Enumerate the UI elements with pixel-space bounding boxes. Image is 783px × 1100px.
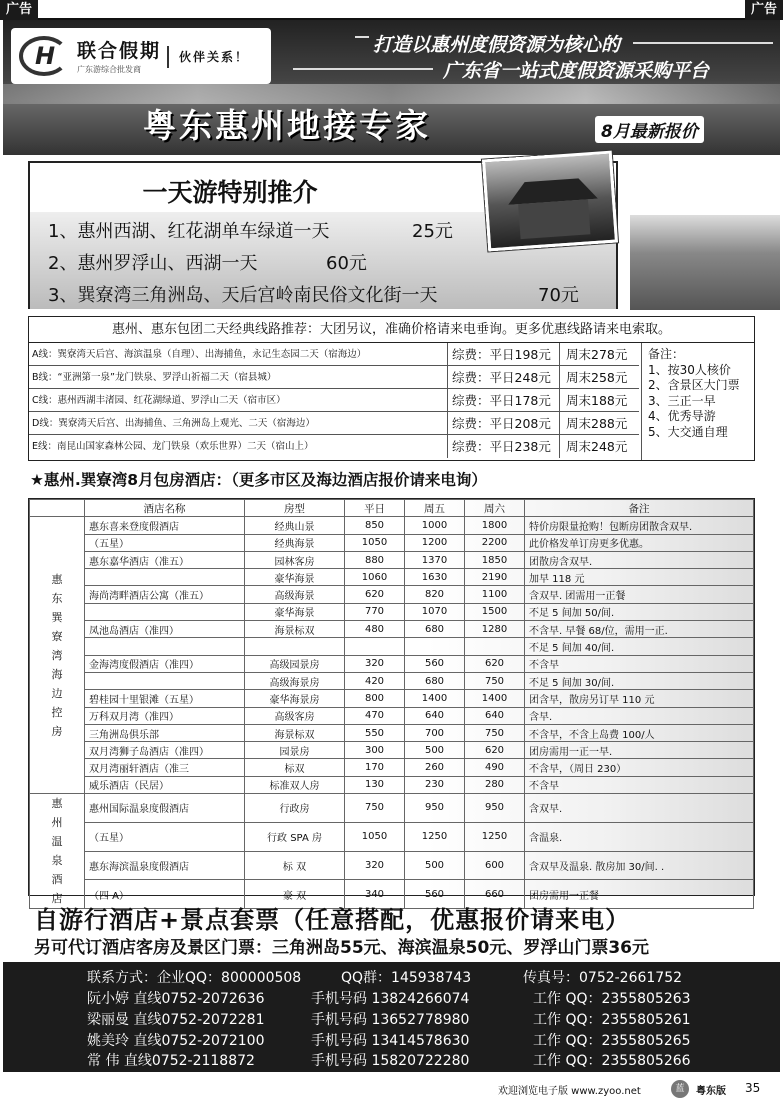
day-tour-label: 1、惠州西湖、红花湖单车绿道一天: [48, 221, 330, 242]
room-type: 豪华海景房: [245, 690, 345, 707]
day-tour-price: 60元: [326, 253, 367, 274]
hotel-note: 不含早. 早餐 68/位，需用一正.: [525, 621, 754, 638]
contact-general: [3, 968, 780, 988]
saturday-price: 1850: [465, 551, 525, 568]
saturday-price: 1280: [465, 621, 525, 638]
weekday-price: 800: [345, 690, 405, 707]
hotel-name: 金海湾度假酒店（准四）: [85, 655, 245, 672]
day-tour-item: [48, 249, 367, 275]
hotel-note: 含双早及温泉. 散房加 30/间. .: [525, 851, 754, 880]
ad-label-left: 广告: [0, 0, 38, 20]
month-price-tag: 8月最新报价: [595, 116, 704, 143]
friday-price: 230: [405, 776, 465, 793]
route-weekday-price: 综费：平日178元: [447, 389, 559, 412]
saturday-price: 280: [465, 776, 525, 793]
room-type: 经典山景: [245, 517, 345, 534]
hotel-note: 团房需用一正一早.: [525, 742, 754, 759]
header-weekday: 平日: [345, 500, 405, 517]
contact-person: [3, 1051, 780, 1071]
hotel-row: [30, 638, 754, 655]
saturday-price: 640: [465, 707, 525, 724]
weekday-price: [345, 638, 405, 655]
hotel-row: [30, 794, 754, 823]
page-footer: [0, 1078, 783, 1100]
route-weekday-price: 综费：平日238元: [447, 435, 559, 458]
weekday-price: 470: [345, 707, 405, 724]
friday-price: 640: [405, 707, 465, 724]
saturday-price: 1100: [465, 586, 525, 603]
hotel-note: 不足 5 间加 30/间.: [525, 672, 754, 689]
route-weekend-price: 周末188元: [559, 389, 639, 412]
route-row: [29, 412, 639, 435]
hotel-row: [30, 621, 754, 638]
room-type: 高级海景房: [245, 672, 345, 689]
company-qq: 联系方式：企业QQ：800000508: [87, 970, 302, 986]
hotel-table-wrapper: [28, 498, 755, 906]
weekday-price: 770: [345, 603, 405, 620]
hotel-name: 碧桂园十里银滩（五星）: [85, 690, 245, 707]
note-item: 3、三正一早: [648, 393, 716, 408]
ticket-promo: 另可代订酒店客房及景区门票：三角洲岛55元、海滨温泉50元、罗浮山门票36元: [34, 938, 649, 958]
hotel-note: 团散房含双早.: [525, 551, 754, 568]
brand-logo-icon: H: [19, 36, 69, 76]
route-table: [28, 316, 755, 461]
footer-site: 欢迎浏览电子版 www.zyoo.net: [498, 1086, 641, 1097]
route-desc: C线：惠州西湖丰渚园、红花湖绿道、罗浮山二天（宿市区）: [32, 395, 286, 406]
hotel-name: 惠州国际温泉度假酒店: [85, 794, 245, 823]
hotel-note: 团含早，散房另订早 110 元: [525, 690, 754, 707]
room-type: 豪华海景: [245, 603, 345, 620]
edition-name: 粤东版: [696, 1086, 726, 1097]
saturday-price: 620: [465, 655, 525, 672]
friday-price: [405, 638, 465, 655]
ad-strip: [0, 0, 783, 20]
weekday-price: 620: [345, 586, 405, 603]
hotel-note: 不含早，不含上岛费 100/人: [525, 724, 754, 741]
weekday-price: 170: [345, 759, 405, 776]
saturday-price: 750: [465, 672, 525, 689]
hotel-note: 不含早: [525, 655, 754, 672]
contact-person: [3, 1031, 780, 1051]
hotel-note: 此价格发单订房更多优惠。: [525, 534, 754, 551]
friday-price: 1370: [405, 551, 465, 568]
slogan-line-1: 打造以惠州度假资源为核心的: [373, 34, 621, 56]
saturday-price: 490: [465, 759, 525, 776]
saturday-price: 950: [465, 794, 525, 823]
hotel-name: 双月湾狮子岛酒店（准四）: [85, 742, 245, 759]
saturday-price: 1800: [465, 517, 525, 534]
friday-price: 260: [405, 759, 465, 776]
saturday-price: 620: [465, 742, 525, 759]
friday-price: 1200: [405, 534, 465, 551]
friday-price: 680: [405, 672, 465, 689]
room-type: 标准双人房: [245, 776, 345, 793]
route-desc: A线：巽寮湾天后宫、海滨温泉（自理）、出海捕鱼，永记生态园二天（宿海边）: [32, 349, 367, 360]
hotel-table: [29, 499, 754, 909]
hotel-name: 惠东嘉华酒店（准五）: [85, 551, 245, 568]
contact-mobile: 手机号码 13414578630: [311, 1033, 470, 1049]
note-item: 5、大交通自理: [648, 424, 728, 439]
day-tour-label: 3、巽寮湾三角洲岛、天后宫岭南民俗文化街一天: [48, 285, 438, 306]
day-tour-item: [48, 217, 453, 243]
brand-logo-box: [11, 28, 271, 84]
weekday-price: 550: [345, 724, 405, 741]
contact-name-phone: 梁丽曼 直线0752-2072281: [87, 1012, 265, 1028]
contact-mobile: 手机号码 13824266074: [311, 991, 470, 1007]
hotel-row: [30, 517, 754, 534]
contact-name-phone: 姚美玲 直线0752-2072100: [87, 1033, 265, 1049]
saturday-price: 1250: [465, 822, 525, 851]
hotel-note: 含双早.: [525, 794, 754, 823]
hotel-row: [30, 569, 754, 586]
friday-price: 700: [405, 724, 465, 741]
hotel-name: 万科双月湾（准四）: [85, 707, 245, 724]
weekday-price: 300: [345, 742, 405, 759]
room-type: 园景房: [245, 742, 345, 759]
route-notes: [641, 343, 754, 460]
route-desc: E线：南昆山国家森林公园、龙门铁泉（欢乐世界）二天（宿山上）: [32, 441, 314, 452]
hotel-name: 海尚湾畔酒店公寓（准五）: [85, 586, 245, 603]
edition-badge-icon: 蓝: [671, 1080, 689, 1098]
route-desc: D线：巽寮湾天后宫、出海捕鱼、三角洲岛上观光、二天（宿海边）: [32, 418, 315, 429]
hotel-name: 三角洲岛俱乐部: [85, 724, 245, 741]
hotel-row: [30, 551, 754, 568]
header-friday: 周五: [405, 500, 465, 517]
hotel-name: 凤池岛酒店（准四）: [85, 621, 245, 638]
friday-price: 950: [405, 794, 465, 823]
slogan-deco: [355, 36, 369, 38]
room-type: 海景标双: [245, 621, 345, 638]
contact-qq: 工作 QQ：2355805261: [533, 1012, 691, 1028]
hotel-row: [30, 707, 754, 724]
room-type: 标 双: [245, 851, 345, 880]
saturday-price: 600: [465, 851, 525, 880]
route-row: [29, 435, 639, 458]
friday-price: 560: [405, 880, 465, 909]
hotel-row: [30, 759, 754, 776]
hotel-row: [30, 655, 754, 672]
hotel-name: [85, 603, 245, 620]
self-guided-promo: 自游行酒店+景点套票（任意搭配，优惠报价请来电）: [34, 906, 631, 934]
room-type: 豪华海景: [245, 569, 345, 586]
friday-price: 500: [405, 851, 465, 880]
friday-price: 1630: [405, 569, 465, 586]
hotel-area-label: 惠东巽寮湾海边控房: [30, 517, 85, 794]
route-weekday-price: 综费：平日198元: [447, 343, 559, 366]
hotel-note: 加早 118 元: [525, 569, 754, 586]
header-hotel-name: 酒店名称: [85, 500, 245, 517]
contact-qq: 工作 QQ：2355805265: [533, 1033, 691, 1049]
hotel-row: [30, 586, 754, 603]
day-tour-price: 25元: [412, 221, 453, 242]
hotel-row: [30, 603, 754, 620]
friday-price: 560: [405, 655, 465, 672]
slogan-deco: [633, 42, 773, 44]
contact-panel: [3, 962, 780, 1072]
town-photo: [630, 215, 780, 310]
saturday-price: 2200: [465, 534, 525, 551]
hotel-row: [30, 534, 754, 551]
ad-label-right: 广告: [745, 0, 783, 20]
hotel-area-label: 惠州温泉酒店: [30, 794, 85, 909]
contact-mobile: 手机号码 13652778980: [311, 1012, 470, 1028]
note-item: 2、含景区大门票: [648, 378, 740, 392]
brand-subtitle: 广东游综合批发商: [77, 65, 141, 74]
weekday-price: 130: [345, 776, 405, 793]
note-item: 1、按30人核价: [648, 362, 731, 377]
weekday-price: 850: [345, 517, 405, 534]
page-number: 35: [745, 1081, 761, 1095]
header-saturday: 周六: [465, 500, 525, 517]
hotel-note: 不含早，（周日 230）: [525, 759, 754, 776]
notes-title: 备注：: [648, 347, 685, 361]
route-weekend-price: 周末278元: [559, 343, 639, 366]
weekday-price: 320: [345, 655, 405, 672]
weekday-price: 420: [345, 672, 405, 689]
hotel-table-header: [30, 500, 754, 517]
hotel-heading: ★惠州.巽寮湾8月包房酒店：（更多市区及海边酒店报价请来电询）: [30, 471, 487, 489]
hero-banner: [3, 20, 780, 155]
weekday-price: 480: [345, 621, 405, 638]
weekday-price: 1050: [345, 822, 405, 851]
friday-price: 680: [405, 621, 465, 638]
room-type: 海景标双: [245, 724, 345, 741]
friday-price: 500: [405, 742, 465, 759]
hotel-name: 惠东喜来登度假酒店: [85, 517, 245, 534]
hotel-note: 团房需用一正餐: [525, 880, 754, 909]
weekday-price: 880: [345, 551, 405, 568]
contact-mobile: 手机号码 15820722280: [311, 1053, 470, 1069]
weekday-price: 750: [345, 794, 405, 823]
route-table-header: 惠州、惠东包团二天经典线路推荐：大团另议，准确价格请来电垂询。更多优惠线路请来电索取。: [29, 317, 754, 343]
hotel-name: 惠东海滨温泉度假酒店: [85, 851, 245, 880]
saturday-price: 1500: [465, 603, 525, 620]
hotel-note: 含温泉.: [525, 822, 754, 851]
room-type: 豪 双: [245, 880, 345, 909]
note-item: 4、优秀导游: [648, 409, 716, 423]
saturday-price: 1400: [465, 690, 525, 707]
temple-photo: [482, 151, 618, 252]
route-weekend-price: 周末248元: [559, 435, 639, 458]
hotel-row: [30, 776, 754, 793]
hotel-note: 不足 5 间加 50/间.: [525, 603, 754, 620]
route-row: [29, 389, 639, 412]
contact-qq: 工作 QQ：2355805263: [533, 991, 691, 1007]
friday-price: 1250: [405, 822, 465, 851]
header-note: 备注: [525, 500, 754, 517]
hotel-row: [30, 672, 754, 689]
hotel-note: 特价房限量抢购！包断房团散含双早.: [525, 517, 754, 534]
day-tour-item: [48, 281, 579, 307]
route-row: [29, 366, 639, 389]
contact-person: [3, 989, 780, 1009]
partner-label: 伙伴关系！: [167, 46, 263, 68]
friday-price: 820: [405, 586, 465, 603]
hotel-name: （五星）: [85, 822, 245, 851]
room-type: 高级客房: [245, 707, 345, 724]
hotel-name: （四 A）: [85, 880, 245, 909]
hotel-name: 双月湾丽轩酒店（准三: [85, 759, 245, 776]
room-type: [245, 638, 345, 655]
hotel-row: [30, 822, 754, 851]
slogan-deco: [293, 68, 433, 70]
weekday-price: 1050: [345, 534, 405, 551]
hotel-name: [85, 672, 245, 689]
brand-name: 联合假期: [77, 40, 162, 62]
room-type: 行政房: [245, 794, 345, 823]
contact-person: [3, 1010, 780, 1030]
room-type: 行政 SPA 房: [245, 822, 345, 851]
route-weekday-price: 综费：平日248元: [447, 366, 559, 389]
hotel-name: 威乐酒店（民居）: [85, 776, 245, 793]
hotel-note: 不足 5 间加 40/间.: [525, 638, 754, 655]
header-area: [30, 500, 85, 517]
hotel-name: [85, 569, 245, 586]
hotel-row: [30, 742, 754, 759]
friday-price: 1000: [405, 517, 465, 534]
contact-name-phone: 常 伟 直线0752-2118872: [87, 1053, 255, 1069]
hotel-name: （五星）: [85, 534, 245, 551]
route-row: [29, 343, 639, 366]
hotel-name: [85, 638, 245, 655]
room-type: 高级园景房: [245, 655, 345, 672]
hotel-row: [30, 690, 754, 707]
contact-qq: 工作 QQ：2355805266: [533, 1053, 691, 1069]
hotel-note: 含早.: [525, 707, 754, 724]
slogan-line-2: 广东省一站式度假资源采购平台: [443, 60, 710, 82]
fax-number: 传真号：0752-2661752: [523, 970, 683, 986]
route-weekend-price: 周末288元: [559, 412, 639, 435]
weekday-price: 320: [345, 851, 405, 880]
hotel-row: [30, 851, 754, 880]
weekday-price: 340: [345, 880, 405, 909]
room-type: 园林客房: [245, 551, 345, 568]
header-room-type: 房型: [245, 500, 345, 517]
contact-name-phone: 阮小婷 直线0752-2072636: [87, 991, 265, 1007]
room-type: 高级海景: [245, 586, 345, 603]
qq-group: QQ群：145938743: [341, 970, 472, 986]
saturday-price: 660: [465, 880, 525, 909]
friday-price: 1400: [405, 690, 465, 707]
room-type: 标双: [245, 759, 345, 776]
day-tour-title: 一天游特别推介: [142, 178, 318, 207]
hotel-row: [30, 724, 754, 741]
saturday-price: [465, 638, 525, 655]
room-type: 经典海景: [245, 534, 345, 551]
saturday-price: 750: [465, 724, 525, 741]
friday-price: 1070: [405, 603, 465, 620]
weekday-price: 1060: [345, 569, 405, 586]
route-desc: B线：“亚洲第一泉”龙门铁泉、罗浮山祈福二天（宿县城）: [32, 372, 277, 383]
route-weekend-price: 周末258元: [559, 366, 639, 389]
main-title: 粤东惠州地接专家: [143, 106, 431, 145]
day-tour-label: 2、惠州罗浮山、西湖一天: [48, 253, 258, 274]
route-weekday-price: 综费：平日208元: [447, 412, 559, 435]
day-tour-price: 70元: [538, 285, 579, 306]
saturday-price: 2190: [465, 569, 525, 586]
hotel-note: 不含早: [525, 776, 754, 793]
hotel-note: 含双早. 团需用一正餐: [525, 586, 754, 603]
